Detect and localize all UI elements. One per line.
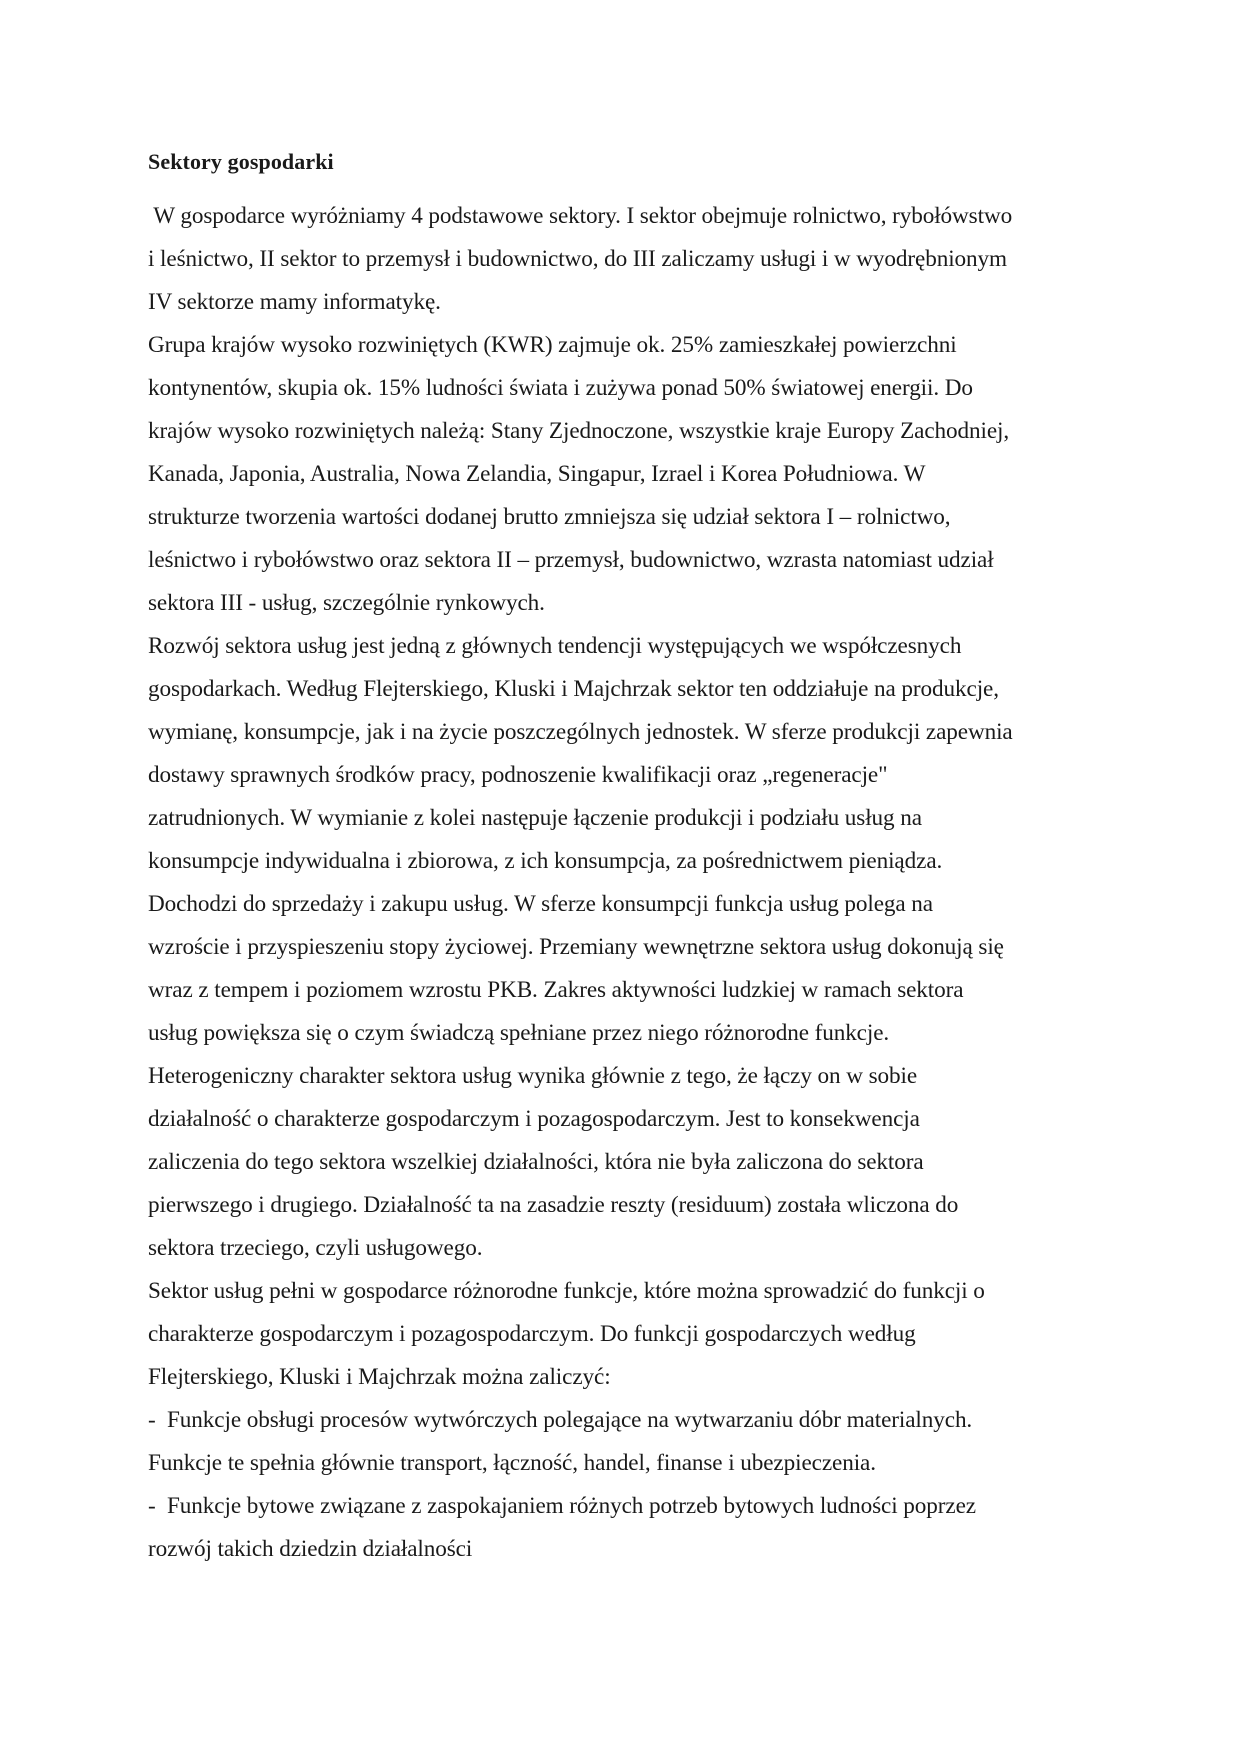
list-item-production-functions [148, 1399, 1098, 1485]
paragraph-sectors-intro [148, 195, 1098, 324]
list-item-text: - Funkcje obsługi procesów wytwórczych polegające na wytwarzaniu dóbr materialnych. [148, 1407, 973, 1433]
text-line: zatrudnionych. W wymianie z kolei następuje łączenie produkcji i podziału usług na [148, 805, 922, 831]
text-line: Flejterskiego, Kluski i Majchrzak można zaliczyć: [148, 1364, 611, 1390]
paragraph-services-functions [148, 1270, 1098, 1399]
list-item-text: Funkcje te spełnia głównie transport, łączność, handel, finanse i ubezpieczenia. [148, 1450, 876, 1476]
list-item-living-functions [148, 1485, 1098, 1571]
paragraph-services-development [148, 625, 1098, 1270]
text-line: pierwszego i drugiego. Działalność ta na zasadzie reszty (residuum) została wliczona do [148, 1192, 959, 1218]
text-line: leśnictwo i rybołówstwo oraz sektora II – przemysł, budownictwo, wzrasta natomiast udział [148, 547, 994, 573]
text-line: działalność o charakterze gospodarczym i pozagospodarczym. Jest to konsekwencja [148, 1106, 920, 1132]
text-line: kontynentów, skupia ok. 15% ludności świata i zużywa ponad 50% światowej energii. Do [148, 375, 973, 401]
text-line: IV sektorze mamy informatykę. [148, 289, 441, 315]
text-line: Kanada, Japonia, Australia, Nowa Zelandia, Singapur, Izrael i Korea Południowa. W [148, 461, 926, 487]
text-line: Heterogeniczny charakter sektora usług wynika głównie z tego, że łączy on w sobie [148, 1063, 918, 1089]
text-line: charakterze gospodarczym i pozagospodarczym. Do funkcji gospodarczych według [148, 1321, 916, 1347]
text-line: wzroście i przyspieszeniu stopy życiowej. Przemiany wewnętrzne sektora usług dokonują się [148, 934, 1004, 960]
document-title: Sektory gospodarki [148, 149, 334, 174]
text-line: Sektor usług pełni w gospodarce różnorodne funkcje, które można sprowadzić do funkcji o [148, 1278, 985, 1304]
text-line: sektora III - usług, szczególnie rynkowych. [148, 590, 545, 616]
text-line: konsumpcje indywidualna i zbiorowa, z ich konsumpcja, za pośrednictwem pieniądza. [148, 848, 943, 874]
document-content [148, 146, 1098, 1571]
text-line: krajów wysoko rozwiniętych należą: Stany Zjednoczone, wszystkie kraje Europy Zachodniej, [148, 418, 1010, 444]
list-item-text: rozwój takich dziedzin działalności [148, 1536, 473, 1562]
text-line: zaliczenia do tego sektora wszelkiej działalności, która nie była zaliczona do sektora [148, 1149, 924, 1175]
list-item-text: - Funkcje bytowe związane z zaspokajaniem różnych potrzeb bytowych ludności poprzez [148, 1493, 976, 1519]
text-line: gospodarkach. Według Flejterskiego, Kluski i Majchrzak sektor ten oddziałuje na produkcje, [148, 676, 999, 702]
text-line: Rozwój sektora usług jest jedną z głównych tendencji występujących we współczesnych [148, 633, 962, 659]
text-line: wraz z tempem i poziomem wzrostu PKB. Zakres aktywności ludzkiej w ramach sektora [148, 977, 964, 1003]
paragraph-developed-countries [148, 324, 1098, 625]
text-line: sektora trzeciego, czyli usługowego. [148, 1235, 483, 1261]
text-line: usług powiększa się o czym świadczą spełniane przez niego różnorodne funkcje. [148, 1020, 890, 1046]
text-line: W gospodarce wyróżniamy 4 podstawowe sektory. I sektor obejmuje rolnictwo, rybołówstwo [148, 203, 1013, 229]
text-line: strukturze tworzenia wartości dodanej brutto zmniejsza się udział sektora I – rolnictwo, [148, 504, 951, 530]
text-line: Dochodzi do sprzedaży i zakupu usług. W sferze konsumpcji funkcja usług polega na [148, 891, 933, 917]
text-line: i leśnictwo, II sektor to przemysł i budownictwo, do III zaliczamy usługi i w wyodrębnionym [148, 246, 1007, 272]
text-line: wymianę, konsumpcje, jak i na życie poszczególnych jednostek. W sferze produkcji zapewnia [148, 719, 1013, 745]
text-line: Grupa krajów wysoko rozwiniętych (KWR) zajmuje ok. 25% zamieszkałej powierzchni [148, 332, 957, 358]
text-line: dostawy sprawnych środków pracy, podnoszenie kwalifikacji oraz „regeneracje" [148, 762, 888, 788]
